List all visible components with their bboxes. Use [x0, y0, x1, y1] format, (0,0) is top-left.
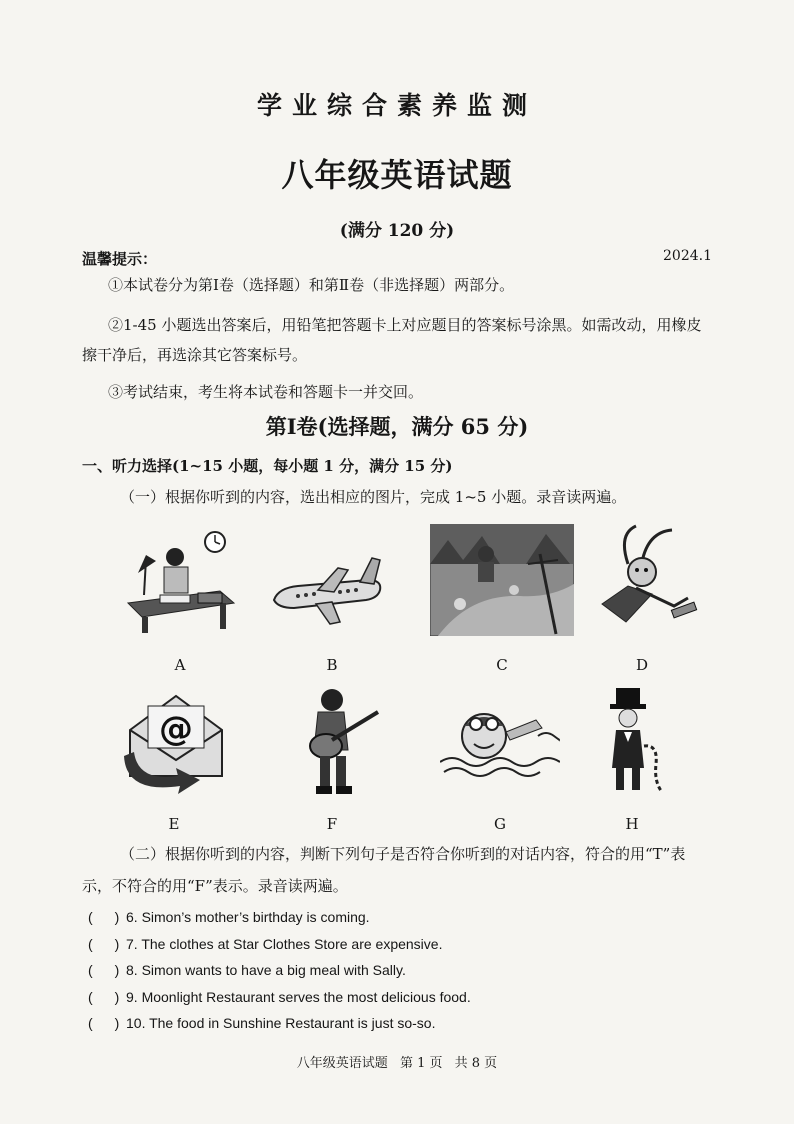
- page-footer: [0, 1052, 794, 1071]
- exam-title: 八年级英语试题: [281, 156, 513, 194]
- question-text: 8. Simon wants to have a big meal with Sally.: [126, 962, 406, 978]
- footer-exam-name: 八年级英语试题: [296, 1056, 388, 1071]
- student-desk-icon: [120, 525, 240, 635]
- answer-blank[interactable]: ( ): [88, 988, 120, 1005]
- picture-label-e: E: [168, 815, 180, 833]
- tips-label: 温馨提示：: [82, 250, 158, 268]
- picture-label-f: F: [326, 815, 338, 833]
- swimmer-icon: [440, 696, 560, 780]
- guitar-girl-icon: [292, 686, 382, 798]
- picture-label-g: G: [494, 815, 506, 833]
- airplane-icon: [268, 540, 388, 650]
- footer-page-number: 第 1 页: [399, 1056, 443, 1071]
- part1-heading: 一、听力选择(1~15 小题，每小题 1 分，满分 15 分): [82, 457, 453, 475]
- question-text: 10. The food in Sunshine Restaurant is just so-so.: [126, 1015, 436, 1031]
- footer-total-pages: 共 8 页: [454, 1056, 498, 1071]
- notice-1: ①本试卷分为第Ⅰ卷（选择题）和第Ⅱ卷（非选择题）两部分。: [108, 276, 515, 294]
- picture-label-c: C: [496, 656, 508, 674]
- notice-2: ②1-45 小题选出答案后，用铅笔把答题卡上对应题目的答案标号涂黑。如需改动，用橡皮擦干净后，再选涂其它答案标号。: [82, 316, 702, 364]
- playground-photo-icon: [430, 524, 574, 636]
- question-text: 7. The clothes at Star Clothes Store are expensive.: [126, 935, 443, 952]
- question-6: [88, 904, 471, 931]
- question-text: 9. Moonlight Restaurant serves the most delicious food.: [126, 988, 471, 1005]
- section-title: 第Ⅰ卷(选择题，满分 65 分): [265, 414, 529, 439]
- question-9: [88, 984, 471, 1011]
- email-icon: [120, 690, 230, 796]
- question-8: [88, 957, 471, 984]
- sub2-instruction: （二）根据你听到的内容，判断下列句子是否符合你听到的对话内容，符合的用“T”表示，不符合的用“F”表示。录音读两遍。: [82, 845, 686, 895]
- answer-blank[interactable]: ( ): [88, 962, 120, 978]
- exam-date: 2024.1: [663, 248, 712, 264]
- picture-label-h: H: [625, 815, 639, 833]
- exam-supertitle: 学业综合素养监测: [256, 91, 537, 120]
- question-7: [88, 931, 471, 958]
- question-10: [88, 1010, 471, 1037]
- sub1-instruction: （一）根据你听到的内容，选出相应的图片，完成 1~5 小题。录音读两遍。: [120, 488, 627, 506]
- total-score: (满分 120 分): [339, 221, 455, 241]
- answer-blank[interactable]: ( ): [88, 935, 120, 952]
- answer-blank[interactable]: ( ): [88, 909, 120, 925]
- true-false-questions: [88, 904, 471, 1037]
- notice-3: ③考试结束，考生将本试卷和答题卡一并交回。: [108, 383, 424, 401]
- picture-label-d: D: [635, 656, 649, 674]
- magician-icon: [600, 686, 670, 798]
- question-text: 6. Simon’s mother’s birthday is coming.: [126, 909, 370, 925]
- picture-label-b: B: [326, 656, 338, 674]
- svg-text:@: @: [159, 709, 193, 749]
- picture-label-a: A: [174, 656, 186, 674]
- monkey-king-icon: [588, 524, 704, 640]
- answer-blank[interactable]: ( ): [88, 1015, 120, 1031]
